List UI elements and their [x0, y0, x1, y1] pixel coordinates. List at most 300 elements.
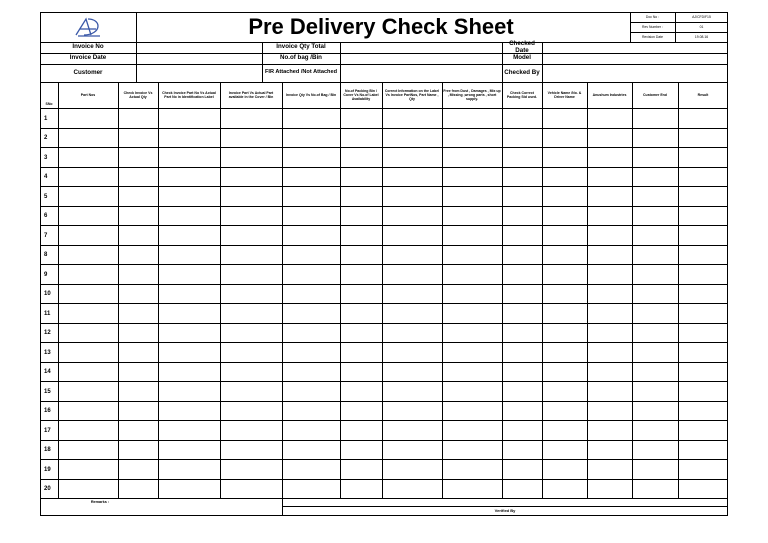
table-cell[interactable] [632, 381, 678, 401]
table-cell[interactable] [282, 401, 340, 421]
invoice-no-field[interactable] [136, 42, 262, 53]
table-cell[interactable] [678, 264, 728, 284]
table-cell[interactable] [282, 479, 340, 499]
table-cell[interactable] [220, 108, 282, 128]
row-number: 13 [44, 349, 51, 356]
table-cell[interactable] [282, 420, 340, 440]
table-cell[interactable] [678, 108, 728, 128]
table-cell[interactable] [58, 420, 118, 440]
table-cell[interactable] [58, 362, 118, 382]
table-cell[interactable] [58, 167, 118, 187]
table-cell[interactable] [678, 459, 728, 479]
remarks-field[interactable] [40, 506, 282, 516]
table-cell[interactable] [340, 440, 382, 460]
table-cell[interactable] [58, 479, 118, 499]
table-cell[interactable] [158, 167, 220, 187]
table-cell[interactable] [442, 440, 502, 460]
table-cell[interactable] [282, 206, 340, 226]
table-cell[interactable] [632, 362, 678, 382]
table-cell[interactable] [632, 420, 678, 440]
table-cell[interactable] [340, 167, 382, 187]
table-cell[interactable] [587, 342, 632, 362]
table-row [40, 362, 728, 382]
table-cell[interactable] [220, 362, 282, 382]
table-cell[interactable] [632, 323, 678, 343]
column-header-10: Vehicle Name /No. & Driver Name [547, 90, 582, 99]
table-cell[interactable] [678, 479, 728, 499]
table-cell[interactable] [382, 245, 442, 265]
table-cell[interactable] [542, 362, 587, 382]
table-cell[interactable] [158, 479, 220, 499]
table-cell[interactable] [118, 284, 158, 304]
table-cell[interactable] [542, 206, 587, 226]
table-cell[interactable] [587, 323, 632, 343]
table-cell[interactable] [220, 245, 282, 265]
table-cell[interactable] [158, 459, 220, 479]
table-cell[interactable] [442, 362, 502, 382]
table-cell[interactable] [58, 459, 118, 479]
table-cell[interactable] [542, 128, 587, 148]
table-cell[interactable] [632, 108, 678, 128]
table-cell[interactable] [587, 440, 632, 460]
table-cell[interactable] [442, 264, 502, 284]
table-cell[interactable] [58, 128, 118, 148]
table-cell[interactable] [502, 264, 542, 284]
table-cell[interactable] [118, 401, 158, 421]
table-cell[interactable] [442, 303, 502, 323]
table-cell[interactable] [158, 401, 220, 421]
table-cell[interactable] [382, 167, 442, 187]
table-cell[interactable] [678, 186, 728, 206]
table-cell[interactable] [282, 225, 340, 245]
table-cell[interactable] [282, 167, 340, 187]
table-cell[interactable] [118, 342, 158, 362]
table-cell[interactable] [542, 303, 587, 323]
table-cell[interactable] [587, 167, 632, 187]
table-cell[interactable] [220, 323, 282, 343]
invoice-date-field[interactable] [136, 53, 262, 64]
table-row [40, 459, 728, 479]
table-cell[interactable] [158, 147, 220, 167]
table-cell[interactable] [502, 342, 542, 362]
row-number: 11 [44, 310, 51, 317]
table-cell[interactable] [382, 362, 442, 382]
table-cell[interactable] [220, 342, 282, 362]
table-cell[interactable] [220, 401, 282, 421]
table-cell[interactable] [118, 264, 158, 284]
table-cell[interactable] [340, 186, 382, 206]
table-cell[interactable] [587, 128, 632, 148]
table-cell[interactable] [587, 186, 632, 206]
table-cell[interactable] [542, 420, 587, 440]
table-cell[interactable] [340, 206, 382, 226]
table-cell[interactable] [58, 381, 118, 401]
table-cell[interactable] [678, 420, 728, 440]
table-cell[interactable] [632, 401, 678, 421]
table-cell[interactable] [587, 459, 632, 479]
table-cell[interactable] [118, 381, 158, 401]
table-cell[interactable] [502, 323, 542, 343]
table-cell[interactable] [220, 284, 282, 304]
table-cell[interactable] [632, 167, 678, 187]
table-row [40, 303, 728, 323]
table-cell[interactable] [382, 264, 442, 284]
table-cell[interactable] [382, 479, 442, 499]
table-cell[interactable] [678, 440, 728, 460]
table-cell[interactable] [340, 303, 382, 323]
table-cell[interactable] [632, 206, 678, 226]
table-cell[interactable] [632, 225, 678, 245]
table-cell[interactable] [382, 284, 442, 304]
table-cell[interactable] [220, 206, 282, 226]
column-header-2: Check Invoice Vs Actual Qty [123, 90, 153, 99]
table-cell[interactable] [632, 479, 678, 499]
table-cell[interactable] [382, 401, 442, 421]
table-cell[interactable] [340, 362, 382, 382]
table-cell[interactable] [158, 362, 220, 382]
table-cell[interactable] [542, 479, 587, 499]
table-cell[interactable] [220, 440, 282, 460]
table-row [40, 264, 728, 284]
table-cell[interactable] [442, 420, 502, 440]
table-cell[interactable] [678, 147, 728, 167]
table-cell[interactable] [158, 108, 220, 128]
table-cell[interactable] [58, 108, 118, 128]
table-cell[interactable] [542, 284, 587, 304]
table-cell[interactable] [442, 284, 502, 304]
table-cell[interactable] [542, 401, 587, 421]
table-cell[interactable] [678, 206, 728, 226]
table-cell[interactable] [632, 264, 678, 284]
table-cell[interactable] [678, 167, 728, 187]
table-cell[interactable] [282, 381, 340, 401]
sno-header: SNo [45, 101, 53, 106]
table-cell[interactable] [632, 342, 678, 362]
table-cell[interactable] [158, 381, 220, 401]
table-cell[interactable] [442, 245, 502, 265]
table-cell[interactable] [442, 342, 502, 362]
table-cell[interactable] [158, 206, 220, 226]
table-cell[interactable] [340, 342, 382, 362]
table-cell[interactable] [382, 186, 442, 206]
checked-date-field[interactable] [542, 42, 728, 53]
table-cell[interactable] [158, 245, 220, 265]
table-cell[interactable] [542, 381, 587, 401]
table-cell[interactable] [282, 342, 340, 362]
table-cell[interactable] [340, 245, 382, 265]
rev-number-value: 01 [699, 25, 704, 29]
table-cell[interactable] [382, 128, 442, 148]
table-cell[interactable] [542, 186, 587, 206]
fir-attached-field[interactable] [340, 64, 502, 82]
table-cell[interactable] [587, 264, 632, 284]
customer-field[interactable] [136, 64, 262, 82]
table-cell[interactable] [340, 381, 382, 401]
table-cell[interactable] [58, 206, 118, 226]
table-cell[interactable] [340, 108, 382, 128]
table-cell[interactable] [442, 147, 502, 167]
table-cell[interactable] [587, 479, 632, 499]
no-of-bag-bin-field[interactable] [340, 53, 502, 64]
table-cell[interactable] [340, 128, 382, 148]
table-cell[interactable] [118, 147, 158, 167]
table-cell[interactable] [542, 167, 587, 187]
table-cell[interactable] [340, 401, 382, 421]
table-cell[interactable] [340, 284, 382, 304]
table-cell[interactable] [282, 440, 340, 460]
table-cell[interactable] [118, 303, 158, 323]
table-cell[interactable] [502, 147, 542, 167]
table-cell[interactable] [220, 225, 282, 245]
table-row [40, 342, 728, 362]
table-cell[interactable] [632, 128, 678, 148]
table-cell[interactable] [542, 440, 587, 460]
table-cell[interactable] [382, 342, 442, 362]
table-cell[interactable] [118, 459, 158, 479]
table-cell[interactable] [340, 225, 382, 245]
table-cell[interactable] [502, 420, 542, 440]
table-cell[interactable] [220, 167, 282, 187]
table-cell[interactable] [118, 323, 158, 343]
table-cell[interactable] [502, 459, 542, 479]
table-cell[interactable] [587, 245, 632, 265]
table-cell[interactable] [220, 420, 282, 440]
table-cell[interactable] [220, 381, 282, 401]
table-row [40, 323, 728, 343]
table-cell[interactable] [678, 303, 728, 323]
table-cell[interactable] [502, 225, 542, 245]
table-cell[interactable] [58, 264, 118, 284]
table-cell[interactable] [382, 147, 442, 167]
table-cell[interactable] [442, 381, 502, 401]
table-cell[interactable] [282, 362, 340, 382]
table-cell[interactable] [442, 225, 502, 245]
table-cell[interactable] [58, 284, 118, 304]
table-cell[interactable] [282, 284, 340, 304]
table-cell[interactable] [118, 206, 158, 226]
table-cell[interactable] [382, 323, 442, 343]
table-cell[interactable] [542, 342, 587, 362]
table-cell[interactable] [502, 108, 542, 128]
model-label: Model [513, 54, 531, 62]
table-cell[interactable] [58, 245, 118, 265]
page-title: Pre Delivery Check Sheet [248, 14, 514, 39]
table-cell[interactable] [502, 362, 542, 382]
table-cell[interactable] [382, 440, 442, 460]
table-cell[interactable] [442, 323, 502, 343]
table-cell[interactable] [587, 303, 632, 323]
table-cell[interactable] [282, 303, 340, 323]
table-cell[interactable] [118, 167, 158, 187]
table-cell[interactable] [158, 186, 220, 206]
table-cell[interactable] [502, 401, 542, 421]
table-cell[interactable] [220, 128, 282, 148]
table-cell[interactable] [442, 206, 502, 226]
table-cell[interactable] [678, 401, 728, 421]
table-cell[interactable] [587, 284, 632, 304]
table-cell[interactable] [502, 381, 542, 401]
table-cell[interactable] [158, 440, 220, 460]
no-of-bag-bin-label: No.of bag /Bin [280, 54, 322, 62]
table-cell[interactable] [58, 225, 118, 245]
table-cell[interactable] [282, 186, 340, 206]
table-cell[interactable] [542, 147, 587, 167]
table-cell[interactable] [632, 147, 678, 167]
column-header-9: Check Correct Packing Std used. [506, 90, 538, 99]
table-cell[interactable] [220, 147, 282, 167]
column-header-4: Invoice Part Vs Actual Part available in the Cover / Bin [228, 90, 274, 99]
table-cell[interactable] [382, 108, 442, 128]
table-cell[interactable] [442, 108, 502, 128]
table-cell[interactable] [678, 362, 728, 382]
table-cell[interactable] [58, 440, 118, 460]
column-header-8: Free from Dust , Damages , Mix up , Missing ,wrong parts , short supply. [443, 88, 501, 101]
table-cell[interactable] [502, 440, 542, 460]
table-cell[interactable] [442, 459, 502, 479]
table-cell[interactable] [340, 420, 382, 440]
table-cell[interactable] [282, 323, 340, 343]
verified-by-field[interactable] [282, 498, 728, 506]
table-cell[interactable] [382, 381, 442, 401]
table-cell[interactable] [220, 459, 282, 479]
table-cell[interactable] [678, 381, 728, 401]
table-cell[interactable] [502, 167, 542, 187]
table-cell[interactable] [587, 225, 632, 245]
table-cell[interactable] [502, 186, 542, 206]
model-field[interactable] [542, 53, 728, 64]
table-cell[interactable] [220, 264, 282, 284]
table-cell[interactable] [632, 245, 678, 265]
table-cell[interactable] [382, 303, 442, 323]
table-cell[interactable] [632, 284, 678, 304]
table-cell[interactable] [58, 186, 118, 206]
table-cell[interactable] [382, 459, 442, 479]
table-cell[interactable] [678, 284, 728, 304]
table-row [40, 440, 728, 460]
table-cell[interactable] [158, 284, 220, 304]
invoice-qty-total-field[interactable] [340, 42, 502, 53]
table-cell[interactable] [542, 459, 587, 479]
table-cell[interactable] [220, 186, 282, 206]
table-cell[interactable] [542, 264, 587, 284]
table-cell[interactable] [158, 225, 220, 245]
table-cell[interactable] [58, 147, 118, 167]
table-cell[interactable] [282, 264, 340, 284]
table-cell[interactable] [158, 323, 220, 343]
table-cell[interactable] [587, 401, 632, 421]
table-cell[interactable] [542, 245, 587, 265]
table-cell[interactable] [158, 128, 220, 148]
table-cell[interactable] [632, 186, 678, 206]
table-cell[interactable] [587, 420, 632, 440]
column-header-7: Correct Information on the Label Vs Invoice PartNos, Part Name , Qty [384, 88, 440, 101]
table-cell[interactable] [678, 225, 728, 245]
table-cell[interactable] [442, 479, 502, 499]
table-cell[interactable] [587, 108, 632, 128]
table-row [40, 245, 728, 265]
table-cell[interactable] [382, 206, 442, 226]
table-cell[interactable] [502, 206, 542, 226]
table-cell[interactable] [340, 459, 382, 479]
table-cell[interactable] [587, 381, 632, 401]
table-row [40, 401, 728, 421]
table-cell[interactable] [632, 303, 678, 323]
table-cell[interactable] [340, 147, 382, 167]
table-cell[interactable] [502, 245, 542, 265]
table-cell[interactable] [502, 303, 542, 323]
table-cell[interactable] [220, 479, 282, 499]
table-cell[interactable] [282, 459, 340, 479]
table-cell[interactable] [502, 479, 542, 499]
table-cell[interactable] [158, 420, 220, 440]
table-cell[interactable] [382, 225, 442, 245]
row-number: 7 [44, 232, 48, 239]
table-cell[interactable] [502, 284, 542, 304]
revision-date-value: 19.08.16 [694, 35, 709, 39]
table-cell[interactable] [118, 225, 158, 245]
table-cell[interactable] [58, 323, 118, 343]
table-cell[interactable] [442, 167, 502, 187]
table-cell[interactable] [442, 186, 502, 206]
table-cell[interactable] [678, 245, 728, 265]
table-cell[interactable] [118, 362, 158, 382]
table-cell[interactable] [118, 440, 158, 460]
table-cell[interactable] [282, 147, 340, 167]
table-cell[interactable] [542, 323, 587, 343]
table-cell[interactable] [58, 401, 118, 421]
column-header-11: Anushum Industries [592, 92, 627, 97]
table-cell[interactable] [282, 245, 340, 265]
table-cell[interactable] [282, 128, 340, 148]
table-cell[interactable] [382, 420, 442, 440]
table-cell[interactable] [542, 225, 587, 245]
table-cell[interactable] [340, 479, 382, 499]
table-cell[interactable] [282, 108, 340, 128]
table-cell[interactable] [632, 440, 678, 460]
table-cell[interactable] [678, 342, 728, 362]
table-cell[interactable] [158, 342, 220, 362]
table-cell[interactable] [587, 362, 632, 382]
table-cell[interactable] [678, 323, 728, 343]
table-cell[interactable] [158, 303, 220, 323]
table-cell[interactable] [502, 128, 542, 148]
table-cell[interactable] [340, 323, 382, 343]
table-cell[interactable] [118, 420, 158, 440]
table-row [40, 108, 728, 128]
table-cell[interactable] [542, 108, 587, 128]
table-cell[interactable] [678, 128, 728, 148]
table-cell[interactable] [158, 264, 220, 284]
table-cell[interactable] [632, 459, 678, 479]
table-cell[interactable] [58, 303, 118, 323]
row-number: 20 [44, 486, 51, 493]
table-cell[interactable] [118, 186, 158, 206]
table-cell[interactable] [58, 342, 118, 362]
table-cell[interactable] [587, 206, 632, 226]
table-cell[interactable] [118, 128, 158, 148]
table-cell[interactable] [442, 128, 502, 148]
company-logo-icon [58, 15, 118, 39]
table-cell[interactable] [118, 245, 158, 265]
table-cell[interactable] [118, 108, 158, 128]
checked-by-field[interactable] [542, 64, 728, 82]
table-cell[interactable] [118, 479, 158, 499]
table-cell[interactable] [220, 303, 282, 323]
doc-no-label: Doc No : [645, 15, 660, 19]
table-cell[interactable] [587, 147, 632, 167]
table-cell[interactable] [442, 401, 502, 421]
table-cell[interactable] [340, 264, 382, 284]
